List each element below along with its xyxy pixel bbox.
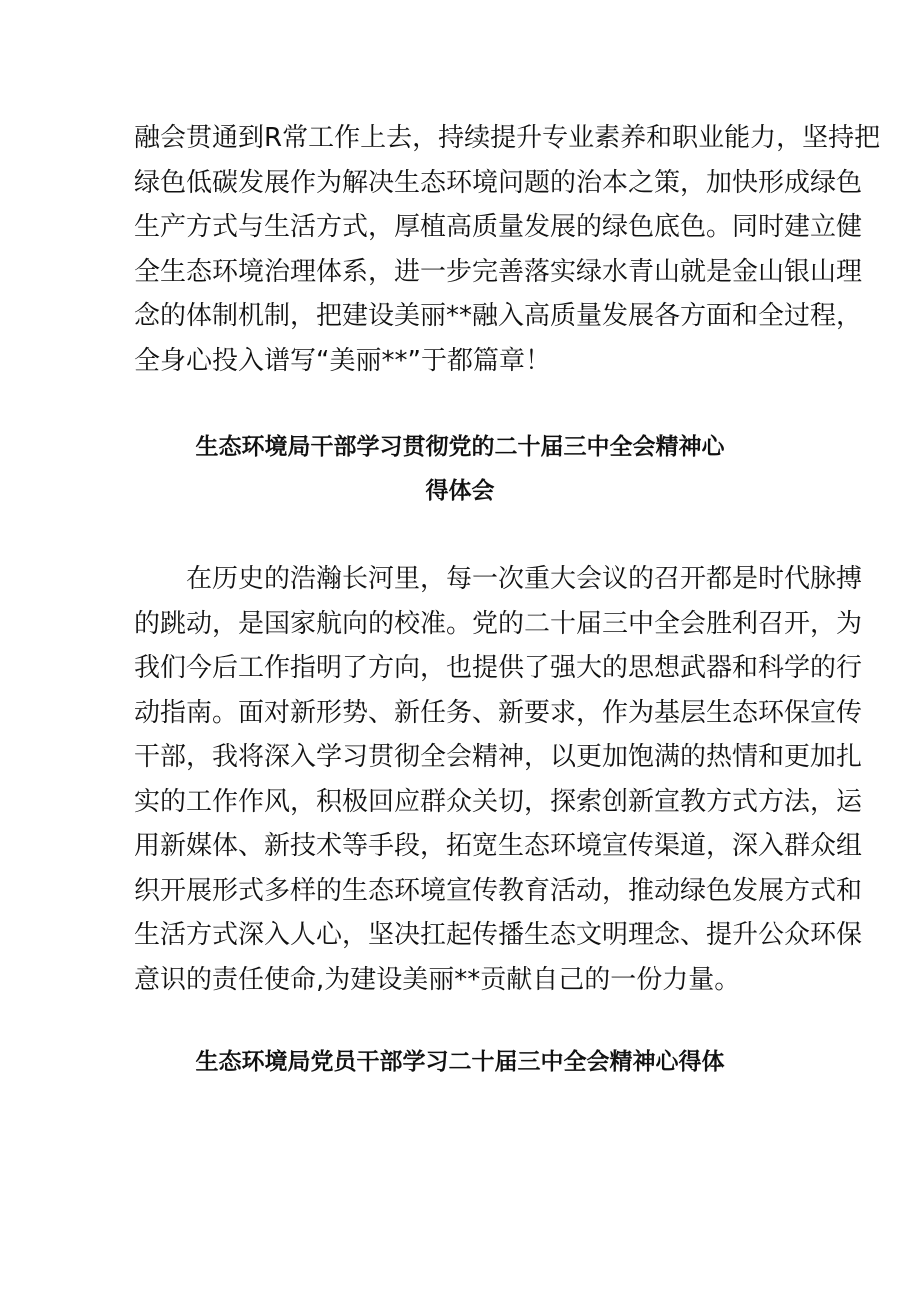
text-line: 全生态环境治理体系，进一步完善落实绿水青山就是金山银山理 — [134, 256, 863, 287]
body-paragraph — [134, 557, 863, 1002]
text-line: 全身心投入谱写“美丽**”于都篇章！ — [134, 345, 551, 376]
text-line: 意识的责任使命,为建设美丽**贡献自己的一份力量。 — [134, 964, 741, 995]
text-line: 生活方式深入人心，坚决扛起传播生态文明理念、提升公众环保 — [134, 920, 863, 950]
text-line: 在历史的浩瀚长河里，每一次重大会议的召开都是时代脉搏 — [186, 564, 863, 594]
text-line: 生产方式与生活方式，厚植高质量发展的绿色底色。同时建立健 — [134, 212, 863, 242]
heading-line: 生态环境局干部学习贯彻党的二十届三中全会精神心 — [195, 434, 725, 460]
text-line: 融会贯通到R常工作上去，持续提升专业素养和职业能力，坚持把 — [134, 123, 881, 153]
heading-line: 得体会 — [425, 478, 495, 504]
text-line: 织开展形式多样的生态环境宣传教育活动，推动绿色发展方式和 — [134, 875, 863, 906]
section-heading — [0, 1040, 920, 1084]
text-line: 的跳动，是国家航向的校准。党的二十届三中全会胜利召开，为 — [134, 608, 863, 639]
text-line: 我们今后工作指明了方向，也提供了强大的思想武器和科学的行 — [134, 653, 863, 683]
text-line: 用新媒体、新技术等手段，拓宽生态环境宣传渠道，深入群众组 — [134, 831, 863, 861]
text-line: 动指南。面对新形势、新任务、新要求，作为基层生态环保宣传 — [134, 697, 863, 728]
text-line: 实的工作作风，积极回应群众关切，探索创新宣教方式方法，运 — [134, 786, 863, 817]
paragraph-continuation — [134, 116, 881, 383]
text-line: 念的体制机制，把建设美丽**融入高质量发展各方面和全过程， — [134, 301, 863, 331]
heading-line: 生态环境局党员干部学习二十届三中全会精神心得体 — [195, 1049, 725, 1075]
text-line: 绿色低碳发展作为解决生态环境问题的治本之策，加快形成绿色 — [134, 167, 863, 198]
text-line: 干部，我将深入学习贯彻全会精神，以更加饱满的热情和更加扎 — [134, 742, 863, 772]
section-heading — [0, 425, 920, 513]
